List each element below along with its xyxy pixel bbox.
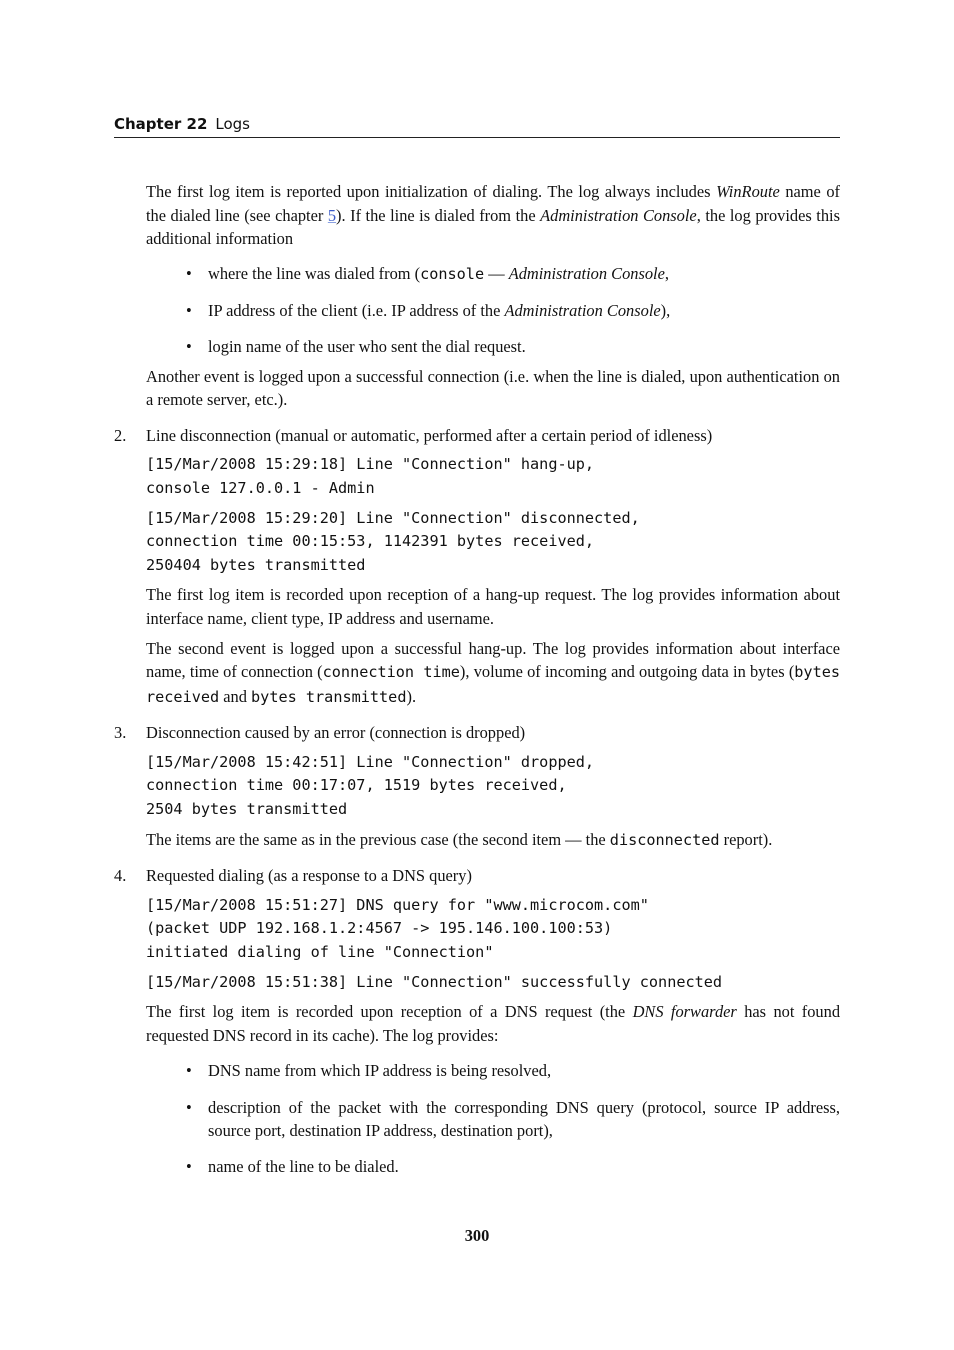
list-item: • where the line was dialed from (console — Administration Console, <box>208 262 840 287</box>
item-heading: Requested dialing (as a response to a DNS query) <box>146 866 472 886</box>
intro-bullet-list <box>146 262 840 359</box>
list-item-3 <box>114 721 840 852</box>
log-code-block: [15/Mar/2008 15:29:18] Line "Connection" hang-up, console 127.0.0.1 - Admin <box>146 455 595 497</box>
item-paragraph: The first log item is recorded upon reception of a DNS request (the DNS forwarder has not found requested DNS record in its cache). The log provides: <box>146 1002 841 1045</box>
item-number: 3. <box>114 723 127 743</box>
chapter-link[interactable]: 5 <box>327 205 337 225</box>
list-item: • login name of the user who sent the dial request. <box>208 335 840 359</box>
intro-paragraph: The first log item is reported upon initialization of dialing. The log always includes WinRoute name of the dialed line (see chapter 5). If the line is dialed from the Administration Console, the log provides this additional information <box>146 182 841 249</box>
chapter-title: Logs <box>215 115 250 133</box>
chapter-label: Chapter 22 <box>114 115 208 133</box>
item-paragraph: The items are the same as in the previous case (the second item — the disconnected report). <box>146 829 773 849</box>
dns-bullet-list <box>146 1059 840 1178</box>
item-number: 4. <box>114 866 127 886</box>
item-paragraph: The second event is logged upon a successful hang-up. The log provides information about interface name, time of connection (connection time), volume of incoming and outgoing data in bytes (bytes received and bytes transmitted). <box>146 638 840 706</box>
item-paragraph: The first log item is recorded upon reception of a hang-up request. The log provides information about interface name, client type, IP address and username. <box>146 585 840 628</box>
list-item: • IP address of the client (i.e. IP address of the Administration Console), <box>208 299 840 323</box>
intro-paragraph-2: Another event is logged upon a successful connection (i.e. when the line is dialed, upon authentication on a remote server, etc.). <box>146 366 840 410</box>
list-item: • description of the packet with the corresponding DNS query (protocol, source IP address, source port, destination IP address, destination port), <box>208 1096 840 1143</box>
log-code-block: [15/Mar/2008 15:51:38] Line "Connection" successfully connected <box>146 972 723 991</box>
item-number: 2. <box>114 425 127 445</box>
log-code-block: [15/Mar/2008 15:42:51] Line "Connection" dropped, connection time 00:17:07, 1519 bytes received, 2504 bytes transmitted <box>146 752 595 819</box>
log-code-block: [15/Mar/2008 15:51:27] DNS query for "www.microcom.com" (packet UDP 192.168.1.2:4567 -> 195.146.100.100:53) initiated dialing of line "Connection" <box>146 895 649 962</box>
list-item-4 <box>114 864 841 1179</box>
log-code-block: [15/Mar/2008 15:29:20] Line "Connection" disconnected, connection time 00:15:53, 1142391 bytes received, 250404 bytes transmitted <box>146 508 640 574</box>
list-item: • DNS name from which IP address is being resolved, <box>208 1059 840 1083</box>
page-number: 300 <box>464 1226 490 1245</box>
item-heading: Line disconnection (manual or automatic, performed after a certain period of idleness) <box>146 425 713 445</box>
page-header <box>114 112 840 138</box>
page-content <box>114 180 841 1179</box>
item-heading: Disconnection caused by an error (connection is dropped) <box>146 723 526 743</box>
list-item-2 <box>114 424 840 710</box>
list-item: • name of the line to be dialed. <box>208 1155 840 1179</box>
